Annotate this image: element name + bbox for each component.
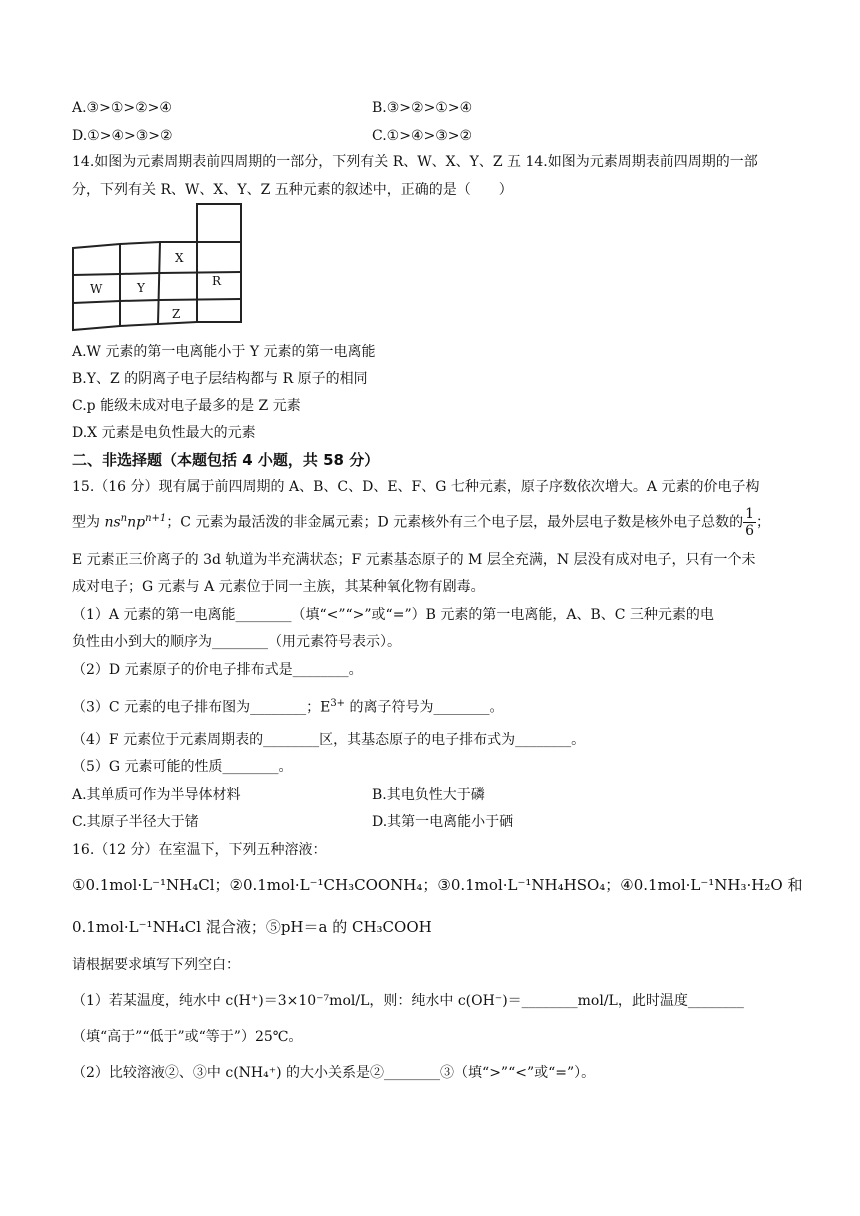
fraction-one-sixth: $\frac{1}{6}$ bbox=[745, 506, 755, 539]
q15-line3: E 元素正三价离子的 3d 轨道为半充满状态；F 元素基态原子的 M 层全充满，N 层没有成对电子，只有一个未 bbox=[72, 552, 756, 568]
q15-option-d: D.其第一电离能小于硒 bbox=[372, 814, 514, 830]
q14-option-c: C.p 能级未成对电子最多的是 Z 元素 bbox=[72, 398, 301, 414]
table-cell-top bbox=[197, 204, 241, 242]
q16-sub1-line2: （填“高于”“低于”或“等于”）25℃。 bbox=[72, 1029, 303, 1045]
section-2-title: 二、非选择题（本题包括 4 小题，共 58 分） bbox=[72, 451, 380, 469]
q15-sub2: （2）D 元素原子的价电子排布式是________。 bbox=[72, 662, 363, 678]
q14-stem-line2: 分，下列有关 R、W、X、Y、Z 五种元素的叙述中，正确的是（ ） bbox=[72, 182, 513, 198]
q15-option-c: C.其原子半径大于锗 bbox=[72, 814, 199, 830]
q15-sub5: （5）G 元素可能的性质________。 bbox=[72, 759, 293, 775]
q15-line2: 型为 $ns^nnp^{n+1}$；C 元素为最活泼的非金属元素；D 元素核外有三个电子层，最外层电子数是核外电子总数的 $\frac{1}{6}$ ； bbox=[72, 506, 771, 539]
q13-option-b: B.③>②>①>④ bbox=[372, 100, 473, 116]
q14-option-b: B.Y、Z 的阴离子电子层结构都与 R 原子的相同 bbox=[72, 371, 368, 387]
label-z: Z bbox=[172, 307, 181, 321]
q15-sub1-line2: 负性由小到大的顺序为________（用元素符号表示）。 bbox=[72, 634, 401, 650]
label-r: R bbox=[212, 274, 222, 288]
q16-solutions-line2: 0.1mol·L⁻¹NH₄Cl 混合液；⑤pH＝a 的 CH₃COOH bbox=[72, 918, 432, 936]
q15-sub4: （4）F 元素位于元素周期表的________区，其基态原子的电子排布式为________。 bbox=[72, 732, 586, 748]
q13-option-d: D.①>④>③>② bbox=[72, 128, 173, 144]
q16-instruction: 请根据要求填写下列空白： bbox=[72, 957, 240, 973]
q13-option-a: A.③>①>②>④ bbox=[72, 100, 172, 116]
q16-solutions-line1: ①0.1mol·L⁻¹NH₄Cl；②0.1mol·L⁻¹CH₃COONH₄；③0.1mol·L⁻¹NH₄HSO₄；④0.1mol·L⁻¹NH₃·H₂O 和 bbox=[72, 876, 803, 894]
q15-option-b: B.其电负性大于磷 bbox=[372, 787, 485, 803]
q14-option-a: A.W 元素的第一电离能小于 Y 元素的第一电离能 bbox=[72, 344, 376, 360]
q16-sub1-line1: （1）若某温度，纯水中 c(H⁺)＝3×10⁻⁷mol/L，则：纯水中 c(OH⁻)＝________mol/L，此时温度________ bbox=[72, 993, 744, 1009]
q14-stem-line1: 14.如图为元素周期表前四周期的一部分，下列有关 R、W、X、Y、Z 五 14.如图为元素周期表前四周期的一部 bbox=[72, 154, 758, 170]
q15-sub1-line1: （1）A 元素的第一电离能________（填“<”“>”或“=”）B 元素的第一电离能，A、B、C 三种元素的电 bbox=[72, 607, 714, 623]
q15-line1: 15.（16 分）现有属于前四周期的 A、B、C、D、E、F、G 七种元素，原子序数依次增大。A 元素的价电子构 bbox=[72, 479, 760, 495]
label-y: Y bbox=[137, 281, 145, 295]
label-x: X bbox=[175, 251, 184, 265]
q15-line4: 成对电子；G 元素与 A 元素位于同一主族，其某种氧化物有剧毒。 bbox=[72, 579, 485, 595]
q13-option-c: C.①>④>③>② bbox=[372, 128, 473, 144]
table-row-line-2 bbox=[73, 299, 241, 303]
q16-sub2: （2）比较溶液②、③中 c(NH₄⁺) 的大小关系是②________③（填“>”“<”或“=”）。 bbox=[72, 1065, 596, 1081]
label-w: W bbox=[90, 282, 103, 296]
q16-line1: 16.（12 分）在室温下，下列五种溶液： bbox=[72, 842, 327, 858]
q14-option-d: D.X 元素是电负性最大的元素 bbox=[72, 425, 256, 441]
q15-option-a: A.其单质可作为半导体材料 bbox=[72, 787, 241, 803]
periodic-table-figure bbox=[70, 200, 250, 335]
table-col-line-2 bbox=[158, 242, 160, 324]
q15-sub3: （3）C 元素的电子排布图为________；$E^{3+}$ 的离子符号为________。 bbox=[72, 698, 504, 716]
